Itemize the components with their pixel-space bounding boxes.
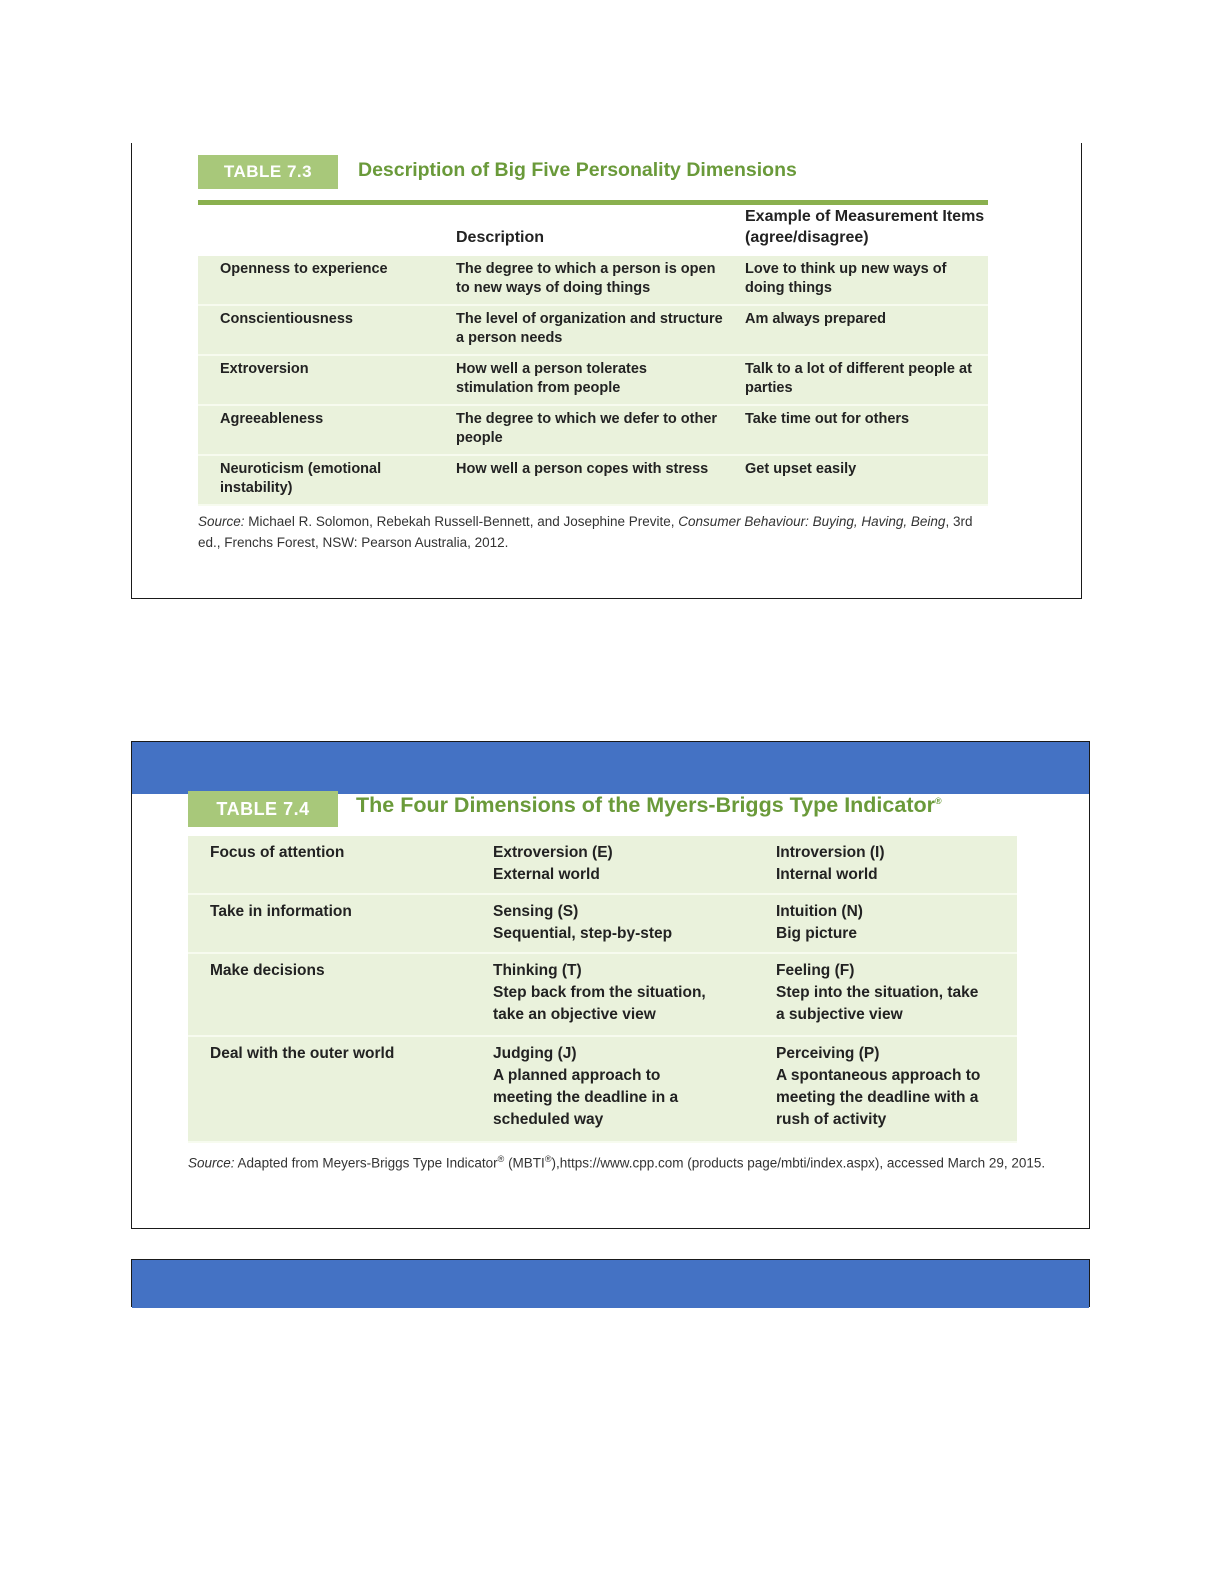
slide-table-7-3 [131, 143, 1082, 599]
dimension-cell: Extroversion [220, 361, 309, 377]
function-cell: Make decisions [210, 962, 325, 979]
table-7-3-source: Source: Michael R. Solomon, Rebekah Russell-Bennett, and Josephine Previte, Consumer Behaviour: Buying, Having, Being, 3rd ed., Frenchs Forest, NSW: Pearson Australia, 2012. [198, 514, 973, 550]
example-cell: Talk to a lot of different people at parties [745, 361, 972, 396]
example-cell: Love to think up new ways of doing things [745, 261, 947, 296]
type-b-cell: Intuition (N) Big picture [776, 903, 863, 942]
table-7-4-body [188, 836, 1017, 1143]
description-cell: The degree to which a person is open to new ways of doing things [456, 261, 716, 296]
dimension-cell: Conscientiousness [220, 311, 353, 327]
table-row [198, 406, 988, 456]
type-b-cell: Introversion (I) Internal world [776, 844, 885, 883]
type-a-cell: Sensing (S) Sequential, step-by-step [493, 903, 673, 942]
table-row [188, 954, 1017, 1037]
function-cell: Take in information [210, 903, 352, 920]
function-cell: Focus of attention [210, 844, 345, 861]
type-a-cell: Judging (J) A planned approach to meeting the deadline in a scheduled way [493, 1045, 679, 1128]
table-row [188, 836, 1017, 895]
slide-table-7-4 [131, 741, 1090, 1229]
type-a-cell: Thinking (T) Step back from the situation, take an objective view [493, 962, 706, 1023]
description-cell: How well a person tolerates stimulation from people [456, 361, 647, 396]
header-description: Description [456, 229, 545, 246]
dimension-cell: Agreeableness [220, 411, 324, 427]
dimension-cell: Openness to experience [220, 261, 388, 277]
example-cell: Get upset easily [745, 461, 857, 477]
table-row [198, 306, 988, 356]
type-b-cell: Feeling (F) Step into the situation, take a subjective view [776, 962, 979, 1023]
table-7-4-title: The Four Dimensions of the Myers-Briggs Type Indicator® [356, 793, 942, 817]
example-cell: Am always prepared [745, 311, 887, 327]
description-cell: The level of organization and structure a person needs [456, 311, 723, 346]
function-cell: Deal with the outer world [210, 1045, 395, 1062]
example-cell: Take time out for others [745, 411, 910, 427]
table-7-4-tag: TABLE 7.4 [188, 791, 338, 827]
type-b-cell: Perceiving (P) A spontaneous approach to meeting the deadline with a rush of activity [776, 1045, 981, 1128]
table-7-4-source: Source: Adapted from Meyers-Briggs Type Indicator® (MBTI®),https://www.cpp.com (products page/mbti/index.aspx), accessed March 29, 2015. [188, 1154, 1046, 1171]
table-row [198, 356, 988, 406]
description-cell: The degree to which we defer to other people [456, 411, 718, 446]
dimension-cell: Neuroticism (emotional instability) [220, 461, 382, 496]
table-7-3-body [198, 256, 988, 506]
slide-banner [132, 1260, 1089, 1308]
slide-banner [132, 742, 1089, 794]
table-7-3-title: Description of Big Five Personality Dimensions [358, 159, 797, 181]
table-7-3-header [198, 200, 988, 261]
type-a-cell: Extroversion (E) External world [493, 844, 613, 883]
table-7-3-tag: TABLE 7.3 [198, 155, 338, 189]
table-row [188, 895, 1017, 954]
description-cell: How well a person copes with stress [456, 461, 709, 477]
table-row [188, 1037, 1017, 1143]
slide-next-partial [131, 1259, 1090, 1307]
table-row [198, 456, 988, 506]
header-example-items: Example of Measurement Items (agree/disagree) [745, 208, 985, 246]
table-row [198, 256, 988, 306]
